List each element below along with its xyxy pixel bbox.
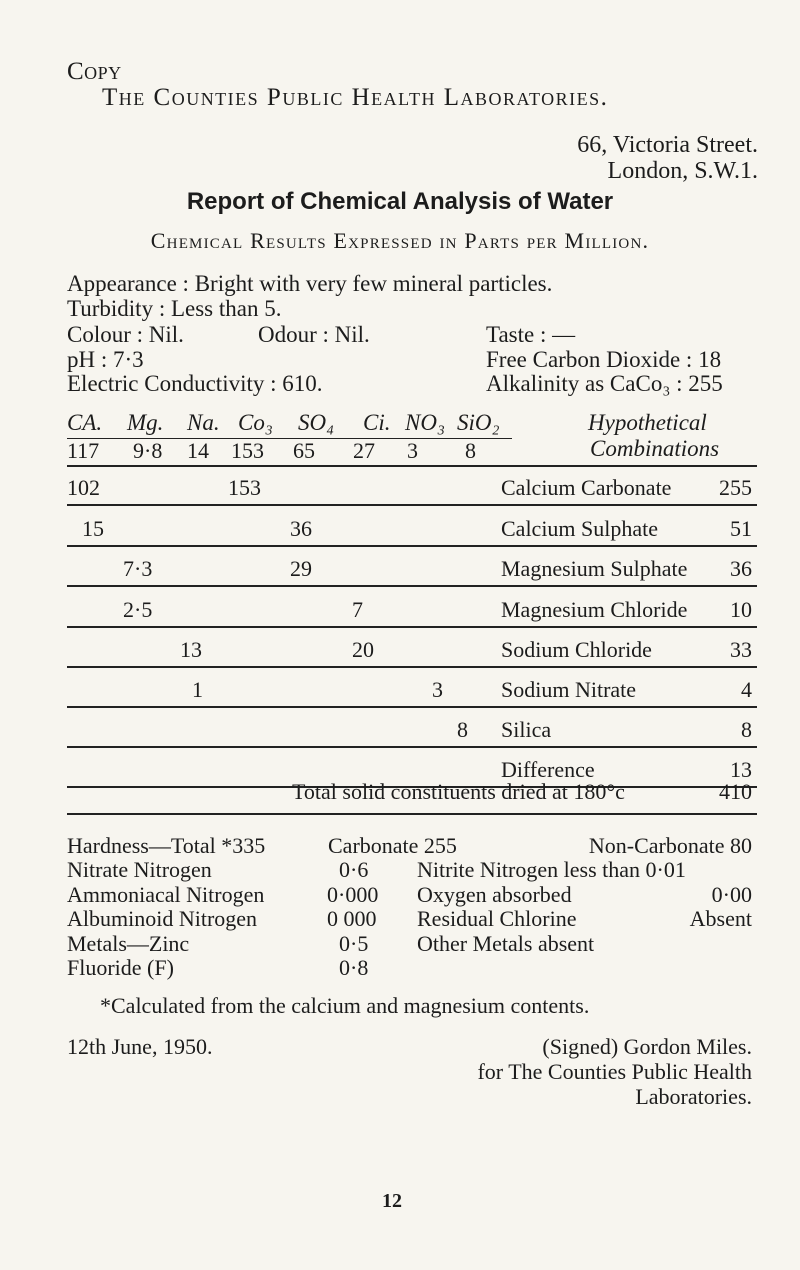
row-divider	[67, 585, 757, 587]
total-ca: 117	[67, 438, 100, 463]
combination-ion-b: 3	[432, 677, 443, 702]
electric-conductivity: Electric Conductivity : 610.	[67, 371, 323, 396]
total-co3: 153	[231, 438, 264, 463]
total-sio2: 8	[465, 438, 476, 463]
combination-ion-a: 15	[82, 516, 104, 541]
combination-ion-b: 20	[352, 637, 374, 662]
row-divider	[67, 666, 757, 668]
combination-ion-b: 36	[290, 516, 312, 541]
combination-value: 255	[719, 475, 752, 500]
total-no3: 3	[407, 438, 418, 463]
combination-name: Magnesium Chloride	[501, 597, 688, 622]
combination-value: 8	[741, 717, 752, 742]
report-date: 12th June, 1950.	[67, 1034, 213, 1059]
combination-name: Magnesium Sulphate	[501, 556, 688, 581]
colour: Colour : Nil.	[67, 322, 184, 347]
metals-zinc-value: 0·5	[339, 931, 369, 956]
row-divider	[67, 706, 757, 708]
combination-value: 33	[730, 637, 752, 662]
non-carbonate-hardness: Non-Carbonate 80	[588, 833, 752, 858]
combination-value: 36	[730, 556, 752, 581]
combination-ion-b: 7	[352, 597, 363, 622]
residual-chlorine-value: Absent	[689, 906, 752, 931]
combination-name: Calcium Sulphate	[501, 516, 659, 541]
copy-label: Copy	[67, 58, 122, 85]
address-line-2: London, S.W.1.	[607, 158, 758, 184]
combination-ion-b: 8	[457, 717, 468, 742]
combination-name: Sodium Chloride	[501, 637, 652, 662]
page-number: 12	[382, 1190, 402, 1212]
fluoride-label: Fluoride (F)	[67, 955, 174, 980]
total-solids-value: 410	[719, 779, 752, 804]
row-divider	[67, 504, 757, 506]
col-header-ci: Ci.	[363, 410, 391, 435]
total-na: 14	[187, 438, 209, 463]
combination-ion-b: 153	[228, 475, 261, 500]
combination-ion-a: 102	[67, 475, 100, 500]
total-mg: 9·8	[133, 438, 163, 463]
report-subtitle: Chemical Results Expressed in Parts per Million.	[150, 228, 650, 253]
col-header-no3: NO₃	[405, 410, 445, 435]
appearance: Appearance : Bright with very few mineral particles.	[67, 271, 553, 296]
albuminoid-nitrogen-label: Albuminoid Nitrogen	[67, 906, 258, 931]
row-divider	[67, 545, 757, 547]
nitrate-nitrogen-value: 0·6	[339, 857, 369, 882]
nitrite-nitrogen: Nitrite Nitrogen less than 0·01	[417, 857, 686, 882]
combination-ion-a: 7·3	[123, 556, 153, 581]
combination-value: 51	[730, 516, 752, 541]
ph: pH : 7·3	[67, 347, 144, 372]
combination-ion-a: 1	[192, 677, 203, 702]
oxygen-absorbed-value: 0·00	[711, 882, 752, 907]
nitrate-nitrogen-label: Nitrate Nitrogen	[67, 857, 212, 882]
combination-name: Calcium Carbonate	[501, 475, 672, 500]
alkalinity: Alkalinity as CaCo₃ : 255	[486, 371, 723, 396]
signature-line: (Signed) Gordon Miles.	[542, 1034, 752, 1059]
total-so4: 65	[293, 438, 315, 463]
fluoride-value: 0·8	[339, 955, 369, 980]
combination-ion-b: 29	[290, 556, 312, 581]
residual-chlorine-label: Residual Chlorine	[417, 906, 577, 931]
carbonate-hardness: Carbonate 255	[328, 833, 457, 858]
albuminoid-nitrogen-value: 0 000	[327, 906, 377, 931]
total-ci: 27	[353, 438, 375, 463]
signature-laboratories: Laboratories.	[635, 1084, 752, 1109]
hardness-total: Hardness—Total *335	[67, 833, 266, 858]
combination-name: Sodium Nitrate	[501, 677, 637, 702]
footnote: *Calculated from the calcium and magnesium contents.	[100, 993, 590, 1018]
oxygen-absorbed-label: Oxygen absorbed	[417, 882, 572, 907]
report-title: Report of Chemical Analysis of Water	[186, 188, 614, 215]
col-header-mg: Mg.	[127, 410, 164, 435]
col-header-na: Na.	[187, 410, 220, 435]
col-header-sio2: SiO₂	[457, 410, 500, 435]
taste: Taste : —	[486, 322, 576, 347]
metals-zinc-label: Metals—Zinc	[67, 931, 190, 956]
hypothetical-heading: Hypothetical	[588, 410, 707, 435]
combination-value: 13	[730, 757, 752, 782]
ammoniacal-nitrogen-label: Ammoniacal Nitrogen	[67, 882, 265, 907]
signature-for-line: for The Counties Public Health	[477, 1059, 752, 1084]
lab-name: The Counties Public Health Laboratories.	[102, 84, 609, 111]
combination-name: Difference	[501, 757, 595, 782]
turbidity: Turbidity : Less than 5.	[67, 296, 282, 321]
combinations-heading: Combinations	[590, 436, 720, 461]
col-header-so4: SO₄	[298, 410, 335, 435]
combination-name: Silica	[501, 717, 552, 742]
row-divider	[67, 626, 757, 628]
combination-value: 4	[741, 677, 752, 702]
col-header-ca: CA.	[67, 410, 103, 435]
combination-ion-a: 2·5	[123, 597, 153, 622]
free-carbon-dioxide: Free Carbon Dioxide : 18	[486, 347, 722, 372]
col-header-co3: Co₃	[238, 410, 273, 435]
row-divider	[67, 746, 757, 748]
total-solids-label: Total solid constituents dried at 180°c	[292, 779, 625, 804]
combination-value: 10	[730, 597, 752, 622]
other-metals: Other Metals absent	[417, 931, 595, 956]
total-solids-rule	[67, 813, 757, 815]
combination-ion-a: 13	[180, 637, 202, 662]
table-rule-top	[67, 465, 757, 467]
odour: Odour : Nil.	[258, 322, 370, 347]
address-line-1: 66, Victoria Street.	[577, 132, 758, 158]
ammoniacal-nitrogen-value: 0·000	[327, 882, 379, 907]
